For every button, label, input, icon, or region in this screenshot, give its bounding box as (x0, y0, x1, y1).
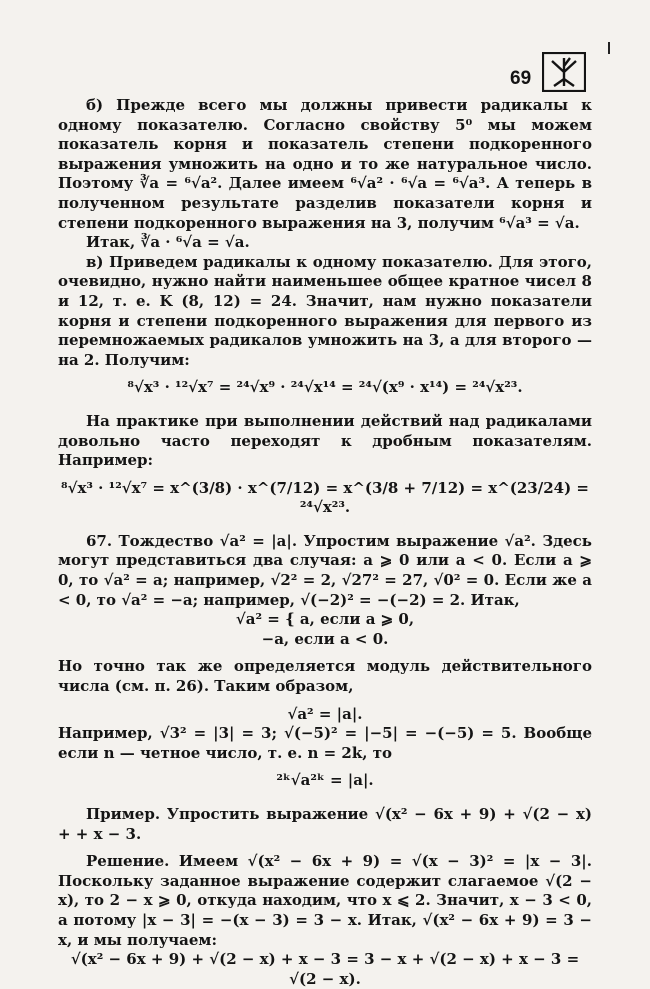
publisher-logo-icon (542, 52, 586, 92)
text-paragraph: б) Прежде всего мы должны привести радикалы к одному показателю. Согласно свойству 5⁰ мы можем показатель корня и показатель степени подкоренного выражения умножить на одно и то же натуральное число. Поэтому ∛a = ⁶√a². Далее имеем ⁶√a² · ⁶√a = ⁶√a³. А теперь в полученном результате разделив показатели корня и степени подкоренного выражения на 3, получим ⁶√a³ = √a. (58, 96, 592, 232)
text-paragraph: в) Приведем радикалы к одному показателю. Для этого, очевидно, нужно найти наименьшее общее кратное чисел 8 и 12, т. е. K (8, 12) = 24. Значит, нам нужно показатели корня и степени подкоренного выражения для первого из перемножаемых радикалов умножить на 3, а для второго — на 2. Получим: (58, 252, 592, 369)
page-number: 69 (510, 68, 532, 89)
edge-mark (608, 42, 610, 54)
text-paragraph: ⁸√x³ · ¹²√x⁷ = ²⁴√x⁹ · ²⁴√x¹⁴ = ²⁴√(x⁹ · x¹⁴) = ²⁴√x²³. (127, 378, 523, 397)
text-paragraph: Но точно так же определяется модуль действительного числа (см. п. 26). Таким образом, (58, 657, 592, 696)
text-paragraph: ²ᵏ√a²ᵏ = |a|. (276, 771, 374, 790)
text-paragraph: Решение. Имеем √(x² − 6x + 9) = √(x − 3)² = |x − 3|. Поскольку заданное выражение содержит слагаемое √(2 − x), то 2 − x ⩾ 0, откуда находим, что x ⩽ 2. Значит, x − 3 < 0, а потому |x − 3| = −(x − 3) = 3 − x. Итак, √(x² − 6x + 9) = 3 − x, и мы получаем: (58, 852, 592, 949)
page-content (58, 96, 592, 989)
text-paragraph: −a, если a < 0. (261, 629, 389, 648)
text-paragraph: Пример. Упростить выражение √(x² − 6x + 9) + √(2 − x) + + x − 3. (58, 805, 592, 843)
text-paragraph: Например, √3² = |3| = 3; √(−5)² = |−5| = −(−5) = 5. Вообще если n — четное число, т. е. n = 2k, то (58, 724, 592, 762)
text-paragraph: Итак, ∛a · ⁶√a = √a. (86, 233, 250, 252)
text-paragraph: √a² = |a|. (287, 704, 363, 723)
text-paragraph: На практике при выполнении действий над радикалами довольно часто переходят к дробным показателям. Например: (58, 411, 592, 470)
text-paragraph: ⁸√x³ · ¹²√x⁷ = x^(3/8) · x^(7/12) = x^(3/8 + 7/12) = x^(23/24) = ²⁴√x²³. (61, 478, 589, 517)
text-paragraph: √(x² − 6x + 9) + √(2 − x) + x − 3 = 3 − x + √(2 − x) + x − 3 = √(2 − x). (70, 950, 580, 988)
text-paragraph: 67. Тождество √a² = |a|. Упростим выражение √a². Здесь могут представиться два случая: a ⩾ 0 или a < 0. Если a ⩾ 0, то √a² = a; например, √2² = 2, √27² = 27, √0² = 0. Если же a < 0, то √a² = −a; например, √(−2)² = −(−2) = 2. Итак, (58, 531, 592, 609)
text-paragraph: √a² = { a, если a ⩾ 0, (235, 610, 415, 629)
